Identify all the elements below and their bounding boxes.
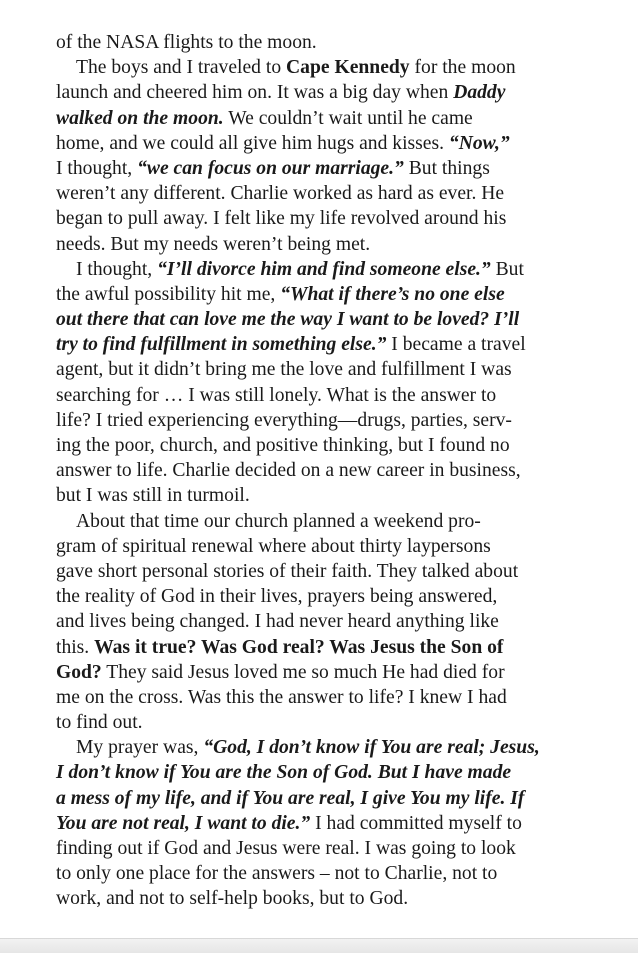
text-run: me on the cross. Was this the answer to life? I knew I had bbox=[56, 686, 507, 708]
text-line bbox=[56, 232, 604, 257]
text-line bbox=[56, 408, 604, 433]
emphasized-text: “I’ll divorce him and find someone else.” bbox=[157, 258, 491, 280]
text-line bbox=[56, 181, 604, 206]
text-run: I became a travel bbox=[386, 334, 526, 356]
text-run: weren’t any different. Charlie worked as hard as ever. He bbox=[56, 183, 505, 205]
emphasized-text: God? bbox=[56, 661, 102, 683]
text-line bbox=[56, 710, 604, 735]
text-run: life? I tried experiencing everything—drugs, parties, serv- bbox=[56, 409, 512, 431]
text-run: But bbox=[490, 258, 524, 280]
text-line bbox=[56, 106, 604, 131]
text-line bbox=[56, 433, 604, 458]
text-line bbox=[56, 383, 604, 408]
emphasized-text: “we can focus on our marriage.” bbox=[137, 157, 404, 179]
text-line bbox=[56, 534, 604, 559]
text-run: for the moon bbox=[409, 57, 516, 79]
text-run: gave short personal stories of their faith. They talked about bbox=[56, 560, 519, 582]
text-run: We couldn’t wait until he came bbox=[223, 107, 473, 129]
text-line bbox=[56, 635, 604, 660]
text-run: finding out if God and Jesus were real. I was going to look bbox=[56, 838, 516, 859]
emphasized-text: Cape Kennedy bbox=[286, 57, 410, 79]
text-run: the awful possibility hit me, bbox=[56, 283, 281, 305]
emphasized-text: Was it true? Was God real? Was Jesus the Son of bbox=[94, 636, 504, 658]
text-line bbox=[56, 811, 604, 836]
text-run: My prayer was, bbox=[76, 737, 204, 759]
text-line bbox=[56, 861, 604, 886]
text-run: I had committed myself to bbox=[310, 812, 522, 834]
text-line bbox=[56, 836, 604, 861]
text-run: of the NASA flights to the moon. bbox=[56, 32, 317, 53]
text-run: needs. But my needs weren’t being met. bbox=[56, 233, 371, 255]
text-line bbox=[56, 483, 604, 508]
text-line bbox=[56, 30, 604, 55]
text-run: this. bbox=[56, 636, 95, 658]
emphasized-text: “God, I don’t know if You are real; Jesus, bbox=[203, 737, 540, 759]
emphasized-text: Daddy bbox=[453, 82, 506, 104]
text-line bbox=[56, 257, 604, 282]
text-line bbox=[56, 760, 604, 785]
text-line bbox=[56, 509, 604, 534]
text-line bbox=[56, 584, 604, 609]
emphasized-text: walked on the moon. bbox=[56, 107, 224, 129]
text-line bbox=[56, 282, 604, 307]
emphasized-text: You are not real, I want to die.” bbox=[56, 812, 311, 834]
text-line bbox=[56, 685, 604, 710]
text-run: work, and not to self-help books, but to God. bbox=[56, 888, 409, 910]
text-line bbox=[56, 886, 604, 911]
page-bottom-edge bbox=[0, 938, 638, 953]
text-run: home, and we could all give him hugs and kisses. bbox=[56, 132, 449, 154]
text-run: agent, but it didn’t bring me the love and fulfillment I was bbox=[56, 359, 512, 381]
emphasized-text: I don’t know if You are the Son of God. But I have made bbox=[56, 762, 512, 784]
text-line bbox=[56, 206, 604, 231]
text-line bbox=[56, 559, 604, 584]
text-run: searching for … I was still lonely. What is the answer to bbox=[56, 384, 497, 406]
body-text bbox=[56, 30, 604, 912]
text-line bbox=[56, 357, 604, 382]
text-line bbox=[56, 660, 604, 685]
text-run: They said Jesus loved me so much He had died for bbox=[101, 661, 505, 683]
text-run: The boys and I traveled to bbox=[76, 57, 287, 79]
emphasized-text: “Now,” bbox=[448, 132, 510, 154]
emphasized-text: try to find fulfillment in something else.” bbox=[56, 334, 387, 356]
text-run: About that time our church planned a weekend pro- bbox=[76, 510, 481, 532]
text-run: but I was still in turmoil. bbox=[56, 485, 250, 507]
text-run: I thought, bbox=[56, 157, 138, 179]
text-run: launch and cheered him on. It was a big day when bbox=[56, 82, 454, 104]
text-line bbox=[56, 458, 604, 483]
text-line bbox=[56, 156, 604, 181]
text-run: ing the poor, church, and positive thinking, but I found no bbox=[56, 435, 510, 456]
emphasized-text: out there that can love me the way I want to be loved? I’ll bbox=[56, 309, 520, 331]
text-run: to only one place for the answers – not to Charlie, not to bbox=[56, 863, 498, 885]
text-run: answer to life. Charlie decided on a new career in business, bbox=[56, 460, 521, 482]
text-run: the reality of God in their lives, prayers being answered, bbox=[56, 586, 498, 608]
text-line bbox=[56, 80, 604, 105]
text-run: I thought, bbox=[76, 258, 158, 280]
emphasized-text: a mess of my life, and if You are real, I give You my life. If bbox=[56, 787, 525, 809]
text-line bbox=[56, 55, 604, 80]
emphasized-text: “What if there’s no one else bbox=[280, 283, 505, 305]
text-line bbox=[56, 735, 604, 760]
text-run: But things bbox=[403, 157, 490, 179]
text-line bbox=[56, 786, 604, 811]
text-run: to find out. bbox=[56, 712, 143, 734]
text-run: began to pull away. I felt like my life revolved around his bbox=[56, 208, 507, 230]
text-run: gram of spiritual renewal where about thirty laypersons bbox=[56, 535, 491, 557]
text-line bbox=[56, 609, 604, 634]
text-line bbox=[56, 307, 604, 332]
text-run: and lives being changed. I had never heard anything like bbox=[56, 611, 499, 633]
text-line bbox=[56, 332, 604, 357]
text-line bbox=[56, 131, 604, 156]
